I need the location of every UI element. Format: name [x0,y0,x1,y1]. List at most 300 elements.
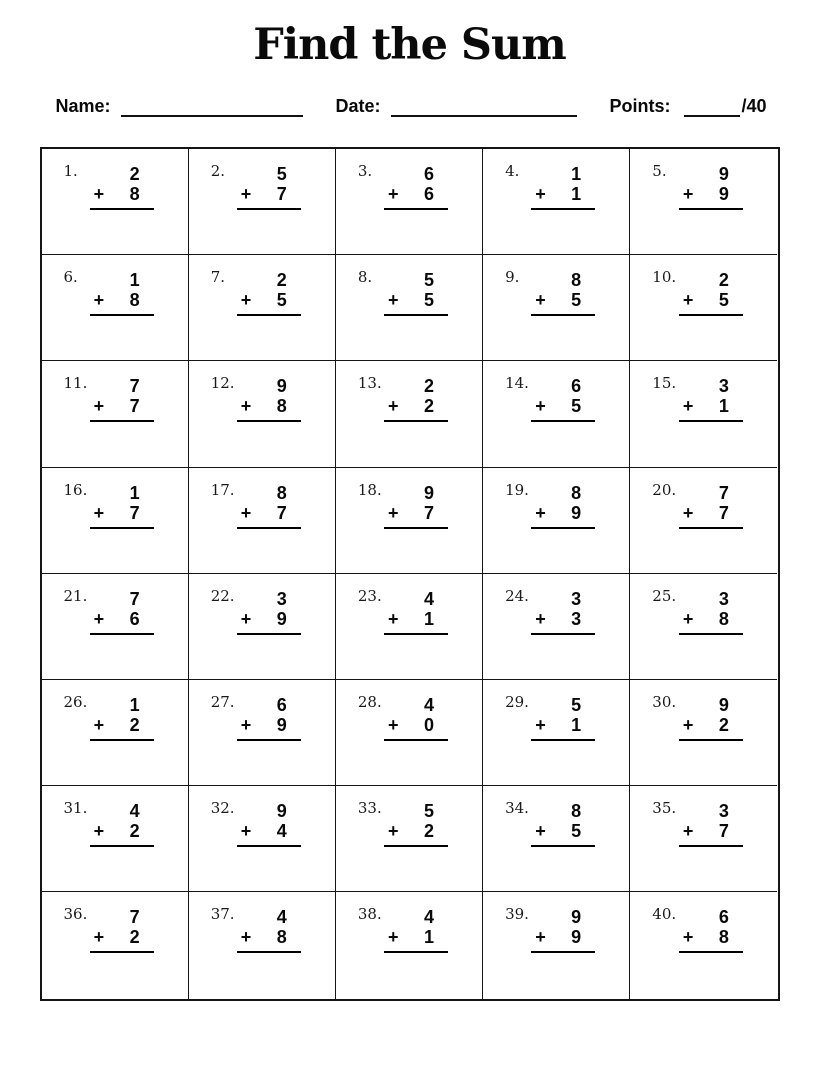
bottom-operand: 6 [129,608,140,629]
plus-operator: + [682,396,694,417]
problem [384,270,448,316]
answer-line[interactable] [531,739,595,741]
problem-cell [630,786,777,892]
top-operand: 4 [276,907,287,928]
bottom-operand: 7 [129,396,140,417]
bottom-row [679,609,743,629]
problem [384,695,448,741]
name-field [56,96,303,117]
name-input-line[interactable] [121,101,303,117]
top-operand: 3 [276,588,287,609]
plus-operator: + [93,396,105,417]
problem-cell [42,361,189,467]
plus-operator: + [93,608,105,629]
answer-line[interactable] [90,314,154,316]
bottom-operand: 6 [423,184,434,204]
bottom-operand: 5 [571,290,582,311]
top-operand: 3 [718,376,729,397]
top-operand: 9 [276,376,287,397]
problem [384,164,448,210]
problem-number: 19. [505,480,529,499]
answer-line[interactable] [679,527,743,529]
problem-number: 21. [63,586,88,605]
top-operand: 6 [718,907,729,928]
bottom-row [384,396,448,416]
problem-number: 14. [505,374,529,393]
bottom-row [90,821,154,841]
plus-operator: + [240,821,252,842]
top-operand: 8 [276,482,287,503]
bottom-row [384,503,448,523]
plus-operator: + [682,184,694,204]
points-input-line[interactable] [684,101,740,117]
plus-operator: + [93,290,105,311]
problem [384,483,448,529]
problem-cell [189,149,336,255]
problem-cell [483,149,630,255]
answer-line[interactable] [384,527,448,529]
bottom-row [384,927,448,947]
problem-number: 25. [652,586,677,605]
bottom-operand: 1 [718,396,729,417]
top-operand: 4 [129,801,140,822]
top-operand: 5 [276,164,287,184]
bottom-row [237,503,301,523]
plus-operator: + [535,821,546,842]
bottom-operand: 5 [276,290,287,311]
bottom-row [237,290,301,310]
problem-cell [483,680,630,786]
bottom-operand: 7 [718,821,729,842]
answer-line[interactable] [679,314,743,316]
problem [531,483,595,529]
bottom-row [237,821,301,841]
problem-number: 28. [357,692,382,711]
bottom-operand: 7 [276,502,287,523]
problem-cell [483,892,630,998]
top-operand: 9 [276,801,287,822]
answer-line[interactable] [679,951,743,953]
problem-number: 3. [357,162,373,180]
plus-operator: + [387,184,399,204]
top-operand: 2 [129,164,140,184]
answer-line[interactable] [90,527,154,529]
bottom-operand: 9 [718,184,729,204]
bottom-row [531,396,595,416]
problem [90,164,154,210]
top-operand: 6 [276,694,287,715]
plus-operator: + [93,184,105,204]
bottom-row [237,184,301,204]
problem [90,801,154,847]
plus-operator: + [535,927,546,948]
bottom-row [531,927,595,947]
problem [679,907,743,953]
answer-line[interactable] [679,420,743,422]
bottom-operand: 5 [718,290,729,311]
top-operand: 2 [423,376,434,397]
plus-operator: + [387,502,399,523]
plus-operator: + [387,821,399,842]
points-total: /40 [741,96,767,116]
answer-line[interactable] [679,739,743,741]
problem-cell [483,574,630,680]
top-operand: 7 [129,907,140,928]
points-field [609,96,766,117]
answer-line[interactable] [237,208,301,210]
answer-line[interactable] [384,208,448,210]
bottom-row [384,290,448,310]
problem-number: 13. [357,374,382,393]
header-fields [39,96,781,117]
bottom-row [90,503,154,523]
top-operand: 2 [276,270,287,291]
problem [531,801,595,847]
problem-cell [483,786,630,892]
bottom-operand: 8 [129,290,140,311]
plus-operator: + [682,502,694,523]
problem-number: 6. [63,268,78,287]
problem-cell [336,149,483,255]
problem-number: 18. [357,480,382,499]
bottom-operand: 1 [571,714,582,735]
bottom-operand: 8 [129,184,140,204]
problem-number: 8. [357,268,373,287]
bottom-row [90,396,154,416]
bottom-row [679,503,743,523]
top-operand: 4 [423,588,434,609]
problem-number: 26. [63,692,88,711]
top-operand: 8 [571,801,582,822]
answer-line[interactable] [531,633,595,635]
bottom-operand: 2 [718,714,729,735]
problem [679,589,743,635]
bottom-operand: 9 [571,927,582,948]
problem [90,907,154,953]
problem-number: 7. [210,268,225,287]
bottom-row [237,396,301,416]
problem [531,270,595,316]
plus-operator: + [682,821,694,842]
plus-operator: + [387,608,399,629]
problem-number: 23. [357,586,382,605]
answer-line[interactable] [384,314,448,316]
bottom-row [90,184,154,204]
answer-line[interactable] [531,527,595,529]
date-input-line[interactable] [391,101,577,117]
top-operand: 6 [423,164,434,184]
problem-number: 33. [357,799,382,818]
answer-line[interactable] [237,739,301,741]
points-label: Points: [609,96,671,116]
bottom-operand: 1 [571,184,582,204]
top-operand: 4 [423,694,434,715]
plus-operator: + [535,184,546,204]
problem-number: 32. [210,799,235,818]
answer-line[interactable] [237,420,301,422]
top-operand: 3 [571,588,582,609]
problem-number: 9. [505,268,520,287]
bottom-operand: 7 [423,502,434,523]
problem-cell [189,574,336,680]
bottom-row [90,609,154,629]
top-operand: 1 [129,482,140,503]
problem [237,270,301,316]
bottom-operand: 2 [423,821,434,842]
name-label: Name: [55,96,111,116]
answer-line[interactable] [531,951,595,953]
problem-number: 2. [210,162,225,180]
problem-cell [630,255,777,361]
problem [679,695,743,741]
problem [237,376,301,422]
bottom-row [384,184,448,204]
bottom-operand: 9 [276,608,287,629]
problem [531,376,595,422]
problem-cell [630,680,777,786]
problem [90,483,154,529]
date-field [335,96,576,117]
problem-cell [483,468,630,574]
problem [679,164,743,210]
top-operand: 7 [129,588,140,609]
problem-cell [42,892,189,998]
problem-cell [189,786,336,892]
answer-line[interactable] [384,845,448,847]
top-operand: 9 [718,694,729,715]
answer-line[interactable] [531,420,595,422]
problem-cell [630,574,777,680]
answer-line[interactable] [237,951,301,953]
top-operand: 1 [571,164,582,184]
problem [237,695,301,741]
problem [90,589,154,635]
top-operand: 1 [129,694,140,715]
problem-cell [630,468,777,574]
answer-line[interactable] [237,527,301,529]
answer-line[interactable] [384,951,448,953]
bottom-row [531,290,595,310]
plus-operator: + [682,608,694,629]
bottom-row [237,609,301,629]
problem-number: 35. [652,799,677,818]
problem-number: 10. [652,268,677,287]
problem-number: 1. [63,162,78,180]
bottom-operand: 2 [129,821,140,842]
problem [237,801,301,847]
plus-operator: + [240,502,252,523]
top-operand: 8 [571,270,582,291]
plus-operator: + [387,714,399,735]
problem-number: 24. [505,586,529,605]
bottom-row [679,715,743,735]
bottom-row [237,715,301,735]
problem-number: 36. [63,905,88,924]
problem-cell [336,680,483,786]
problem-cell [189,468,336,574]
answer-line[interactable] [90,633,154,635]
bottom-operand: 3 [571,608,582,629]
answer-line[interactable] [384,633,448,635]
plus-operator: + [535,502,546,523]
answer-line[interactable] [90,951,154,953]
plus-operator: + [535,290,546,311]
bottom-row [531,715,595,735]
top-operand: 9 [718,164,729,184]
problem-cell [42,468,189,574]
top-operand: 6 [571,376,582,397]
problem-cell [336,468,483,574]
problem-number: 31. [63,799,88,818]
problem-number: 11. [63,374,88,393]
plus-operator: + [93,927,105,948]
problem-number: 22. [210,586,235,605]
answer-line[interactable] [384,739,448,741]
bottom-row [531,609,595,629]
plus-operator: + [240,927,252,948]
answer-line[interactable] [237,633,301,635]
plus-operator: + [387,396,399,417]
bottom-row [384,715,448,735]
top-operand: 1 [129,270,140,291]
bottom-row [679,184,743,204]
problem-number: 37. [210,905,235,924]
bottom-row [679,290,743,310]
problem-number: 27. [210,692,235,711]
problem-number: 39. [505,905,529,924]
answer-line[interactable] [384,420,448,422]
top-operand: 9 [423,482,434,503]
bottom-operand: 0 [423,714,434,735]
problem [90,270,154,316]
problem-cell [189,361,336,467]
problem-cell [483,361,630,467]
answer-line[interactable] [90,420,154,422]
bottom-operand: 2 [129,714,140,735]
top-operand: 3 [718,801,729,822]
problem-cell [483,255,630,361]
problem [237,589,301,635]
answer-line[interactable] [90,208,154,210]
plus-operator: + [682,290,694,311]
problem-cell [336,892,483,998]
problem [237,164,301,210]
problem-cell [336,255,483,361]
problem [237,483,301,529]
top-operand: 8 [571,482,582,503]
answer-line[interactable] [237,845,301,847]
problem-number: 40. [652,905,677,924]
bottom-operand: 7 [718,502,729,523]
problem-number: 16. [63,480,88,499]
plus-operator: + [535,714,546,735]
plus-operator: + [387,290,399,311]
problem-cell [630,361,777,467]
problem [237,907,301,953]
problem-number: 20. [652,480,677,499]
problem-number: 30. [652,692,677,711]
problem [531,164,595,210]
bottom-row [90,715,154,735]
answer-line[interactable] [679,633,743,635]
answer-line[interactable] [531,314,595,316]
problem [384,907,448,953]
bottom-row [90,290,154,310]
bottom-operand: 2 [129,927,140,948]
problem-cell [336,786,483,892]
bottom-operand: 8 [718,608,729,629]
bottom-row [384,609,448,629]
top-operand: 4 [423,907,434,928]
problem [679,801,743,847]
answer-line[interactable] [679,845,743,847]
bottom-operand: 8 [718,927,729,948]
problem-cell [42,255,189,361]
problem-cell [336,361,483,467]
problem [531,695,595,741]
plus-operator: + [387,927,399,948]
bottom-operand: 5 [571,821,582,842]
problems-grid [40,147,780,1001]
bottom-operand: 7 [129,502,140,523]
top-operand: 7 [129,376,140,397]
top-operand: 5 [423,801,434,822]
problem [90,376,154,422]
plus-operator: + [240,290,252,311]
problem-number: 5. [652,162,667,180]
plus-operator: + [240,184,252,204]
bottom-operand: 5 [423,290,434,311]
plus-operator: + [93,502,105,523]
problem-number: 34. [505,799,529,818]
problem-cell [42,786,189,892]
problem-number: 17. [210,480,235,499]
answer-line[interactable] [90,739,154,741]
problem-cell [42,574,189,680]
problem-cell [336,574,483,680]
bottom-row [237,927,301,947]
bottom-operand: 9 [571,502,582,523]
answer-line[interactable] [531,845,595,847]
problem-cell [630,892,777,998]
problem-number: 12. [210,374,235,393]
plus-operator: + [535,608,546,629]
problem-cell [630,149,777,255]
problem [679,270,743,316]
problem-cell [42,680,189,786]
problem [384,376,448,422]
plus-operator: + [240,608,252,629]
problem-number: 29. [505,692,529,711]
answer-line[interactable] [90,845,154,847]
answer-line[interactable] [679,208,743,210]
bottom-operand: 4 [276,821,287,842]
plus-operator: + [682,714,694,735]
plus-operator: + [535,396,546,417]
top-operand: 7 [718,482,729,503]
bottom-operand: 1 [423,608,434,629]
plus-operator: + [93,821,105,842]
bottom-row [679,821,743,841]
plus-operator: + [240,714,252,735]
answer-line[interactable] [531,208,595,210]
problem [679,483,743,529]
bottom-operand: 5 [571,396,582,417]
answer-line[interactable] [237,314,301,316]
top-operand: 2 [718,270,729,291]
bottom-row [679,927,743,947]
problem-number: 38. [357,905,382,924]
